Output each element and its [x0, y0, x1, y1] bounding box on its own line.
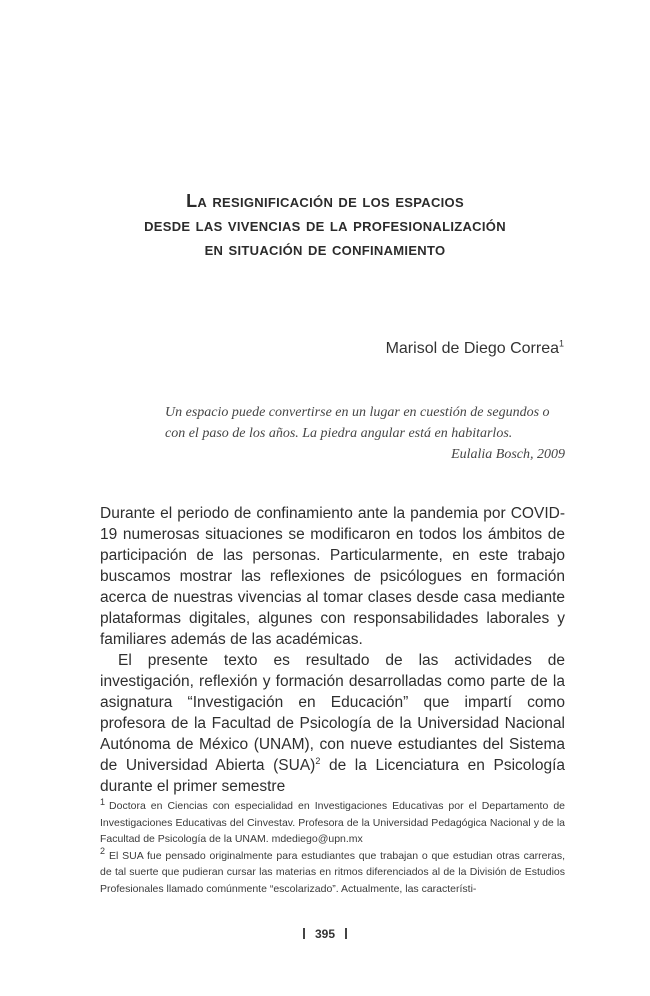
chapter-title: [80, 189, 570, 261]
page-number-footer: [0, 927, 650, 941]
epigraph-source: Eulalia Bosch, 2009: [451, 447, 565, 462]
epigraph: [165, 402, 565, 465]
footnote-2-mark: 2: [100, 846, 106, 856]
footnote-1-text: Doctora en Ciencias con especialidad en Investigaciones Educativas por el Departamento de Investigaciones Educativas del Cinvestav. Profesora de la Universidad Pedagógica Nacional y de la Facultad de Psicología de la UNAM. mdediego@upn.mx: [100, 800, 565, 845]
footnotes: [100, 798, 565, 897]
paragraph-2-text-a: El presente texto es resultado de las actividades de investigación, reflexión y formación desarrolladas como parte de la asignatura “Investigación en Educación” que impartí como profesora de la Facultad de Psicología de la Universidad Nacional Autónoma de México (UNAM), con nueve estudiantes del Sistema de Universidad Abierta (SUA): [100, 652, 565, 774]
body-text: [100, 503, 565, 797]
footnote-2-text: El SUA fue pensado originalmente para estudiantes que trabajan o que estudian otras carreras, de tal suerte que pudieran cursar las materias en ritmos diferenciados al de la División de Estudios Profesionales llamado comúnmente “escolarizado”. Actualmente, las característi-: [100, 849, 565, 895]
author-name: Marisol de Diego Correa: [385, 340, 559, 357]
footnote-ref-2: 2: [315, 755, 321, 766]
page-number-divider-right: [345, 928, 347, 939]
paragraph-2-text-b: de la Licenciatura en Psicología durante el primer semestre: [100, 757, 565, 795]
chapter-title-line-2: desde las vivencias de la profesionalización: [144, 215, 506, 235]
footnote-1: [100, 798, 565, 848]
footnote-1-mark: 1: [100, 796, 106, 807]
chapter-title-line-1: La resignificación de los espacios: [186, 191, 464, 211]
author-footnote-ref: 1: [558, 338, 564, 349]
paragraph-1: Durante el periodo de confinamiento ante la pandemia por COVID-19 numerosas situaciones se modificaron en todos los ámbitos de participación de las personas. Particularmente, en este trabajo buscamos mostrar las reflexiones de psicólogues en formación acerca de nuestras vivencias al tomar clases desde casa mediante plataformas digitales, algunes con responsabilidades laborales y familiares además de las académicas.: [100, 505, 565, 648]
chapter-title-line-3: en situación de confinamiento: [204, 239, 446, 259]
author-line: [386, 340, 564, 358]
page-number-divider-left: [303, 928, 305, 939]
footnote-2: [100, 848, 565, 898]
paragraph-2: [100, 650, 565, 797]
page-number: 395: [314, 927, 336, 941]
epigraph-quote: Un espacio puede convertirse en un lugar en cuestión de segundos o con el paso de los años. La piedra angular está en habitarlos.: [165, 405, 550, 441]
